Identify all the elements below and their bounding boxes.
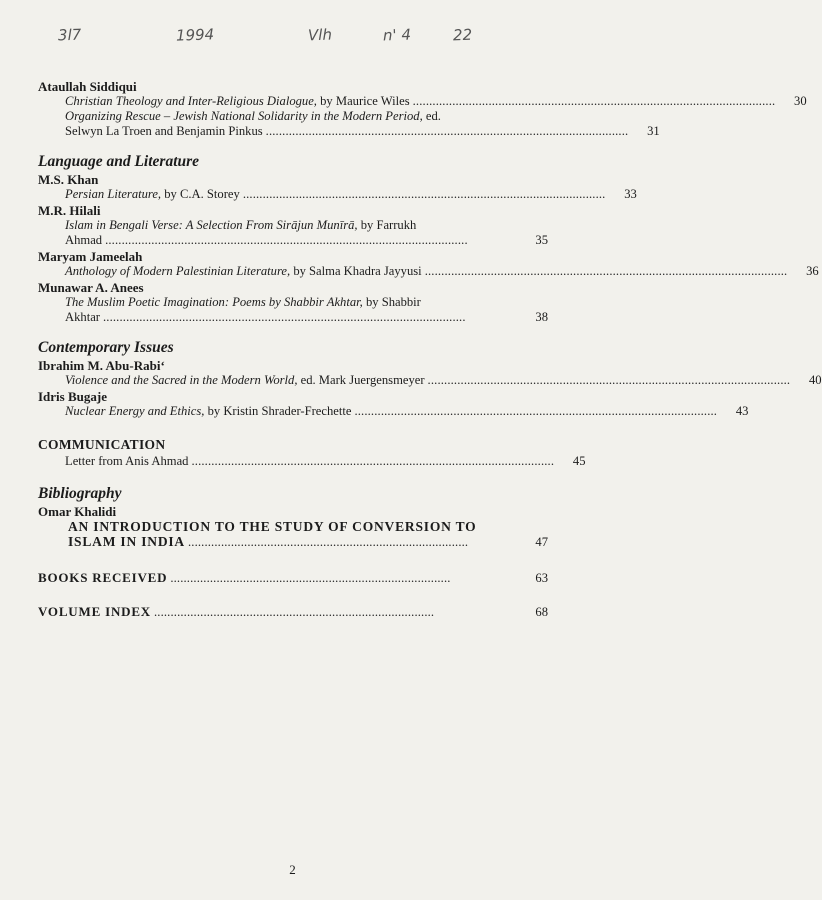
handwriting-year: 1994 [175,25,215,45]
leader-dots [170,570,515,586]
author-name: Idris Bugaje [38,389,107,404]
work-title: Anthology of Modern Palestinian Literature, [65,264,291,278]
leader-dots [428,373,789,388]
toc-entry [38,187,637,202]
entry-text: ISLAM IN INDIA [68,534,185,549]
author-name: Munawar A. Anees [38,280,144,295]
page-number: 38 [535,310,548,324]
page-number: 45 [572,454,586,468]
work-title: Christian Theology and Inter-Religious Dialogue, [65,94,317,108]
page-number: 68 [535,605,548,619]
work-credit: by Salma Khadra Jayyusi [293,264,422,278]
leader-dots [354,404,715,419]
section-heading: Contemporary Issues [38,339,174,356]
leader-dots [154,604,515,620]
page-footer-number: 2 [289,862,296,877]
section-heading: VOLUME INDEX [38,604,151,619]
work-credit: Ahmad [65,233,103,247]
leader-dots [191,454,552,469]
leader-dots [103,310,515,325]
work-title: Violence and the Sacred in the Modern World, [65,373,298,387]
entry-text: Letter from Anis Ahmad [65,454,189,468]
page-number: 30 [794,94,807,108]
toc-entry-line1 [38,109,548,124]
leader-dots [188,534,515,550]
work-credit: Selwyn La Troen and Benjamin Pinkus [65,124,263,138]
section-heading: Bibliography [38,485,122,502]
handwriting-extra: 22 [452,25,473,45]
toc-entry-line1: AN INTRODUCTION TO THE STUDY OF CONVERSION TO [68,519,477,534]
toc-entry [38,264,819,279]
work-credit: by Maurice Wiles [320,94,410,108]
toc-entry [38,404,749,419]
toc-entry [38,454,586,469]
leader-dots [105,233,515,248]
handwriting-number: n' 4 [382,25,412,45]
author-name: Ataullah Siddiqui [38,79,137,94]
author-name: M.R. Hilali [38,203,101,218]
handwriting-call-number: 3l7 [57,25,82,45]
page-number: 47 [535,535,548,549]
author-name: Maryam Jameelah [38,249,143,264]
work-title: Islam in Bengali Verse: A Selection From Sirājun Munīrā, [65,218,358,232]
toc-entry [38,534,548,550]
page-number: 40 [808,373,822,387]
handwritten-note [58,26,518,56]
work-title: Organizing Rescue – Jewish National Solidarity in the Modern Period, [65,109,423,123]
leader-dots [425,264,786,279]
page-number: 31 [647,124,660,138]
section-heading: BOOKS RECEIVED [38,570,168,585]
section-heading: Language and Literature [38,153,200,170]
author-name: Ibrahim M. Abu-Rabi‘ [38,358,165,373]
leader-dots [243,187,604,202]
section-heading: COMMUNICATION [38,437,166,452]
work-credit: ed. Mark Juergensmeyer [300,373,425,387]
work-credit: Akhtar [65,310,100,324]
work-title: Persian Literature, [65,187,162,201]
toc-entry [38,233,548,248]
leader-dots [413,94,774,109]
work-credit: by Kristin Shrader-Frechette [207,404,352,418]
page-number: 33 [624,187,637,201]
page-number: 35 [535,233,548,247]
table-of-contents [38,78,822,620]
toc-entry [38,124,660,139]
author-name: Omar Khalidi [38,504,117,519]
work-title: The Muslim Poetic Imagination: Poems by Shabbir Akhtar, [65,295,363,309]
work-title: Nuclear Energy and Ethics, [65,404,205,418]
leader-dots [266,124,627,139]
work-credit: by Shabbir [365,295,421,309]
page-number: 43 [735,404,749,418]
work-credit: by Farrukh [360,218,417,232]
author-name: M.S. Khan [38,172,99,187]
toc-entry [38,570,548,586]
toc-entry [38,373,822,388]
work-credit: ed. [425,109,441,123]
toc-entry-line1 [38,218,548,233]
toc-entry [38,94,807,109]
toc-entry [38,604,548,620]
page-number: 63 [535,571,548,585]
handwriting-volume: Vlh [307,25,333,45]
toc-entry [38,310,548,325]
work-credit: by C.A. Storey [164,187,240,201]
toc-entry-line1 [38,295,548,310]
page-number: 36 [806,264,819,278]
